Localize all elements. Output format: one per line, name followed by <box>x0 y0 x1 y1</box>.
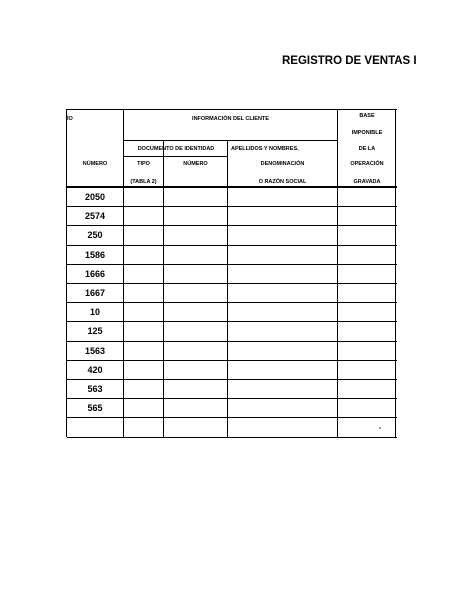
row-number: 1667 <box>84 288 106 298</box>
row-number: 1563 <box>84 345 106 356</box>
header-base-3: DE LA <box>358 146 376 152</box>
header-base-5: GRAVADA <box>353 179 381 185</box>
row-separator <box>67 437 397 438</box>
row-separator <box>67 417 397 418</box>
row-separator <box>67 360 397 361</box>
row-number: 1586 <box>84 249 106 260</box>
header-bottom-border <box>67 186 397 188</box>
total-mark: - <box>379 425 382 432</box>
row-number: 420 <box>87 364 103 375</box>
row-separator <box>67 245 397 246</box>
row-separator <box>67 225 397 226</box>
header-numero: NÚMERO <box>82 161 108 167</box>
row-number: 10 <box>89 307 100 318</box>
header-base-1: BASE <box>359 113 375 119</box>
page-title: REGISTRO DE VENTAS I <box>282 55 417 67</box>
row-number: 125 <box>87 326 103 337</box>
row-number: 563 <box>87 384 103 394</box>
row-separator <box>67 283 397 284</box>
row-separator <box>67 302 397 303</box>
col-divider-2 <box>163 141 164 437</box>
row-separator <box>67 379 397 380</box>
doc-header-divider <box>124 156 228 157</box>
header-base-2: IMPONIBLE <box>351 130 383 136</box>
row-number: 2574 <box>84 211 106 222</box>
row-number: 250 <box>87 230 103 241</box>
header-denominacion: DENOMINACIÓN <box>260 161 305 167</box>
col-divider-1 <box>123 109 124 437</box>
header-col0: ÍO <box>67 116 73 122</box>
row-separator <box>67 206 397 207</box>
header-base-4: OPERACIÓN <box>350 161 384 167</box>
header-numero-doc: NÚMERO <box>183 161 208 167</box>
row-separator <box>67 398 397 399</box>
header-doc-identity: DOCUMENTO DE IDENTIDAD <box>137 146 215 152</box>
row-number: 1666 <box>84 268 106 279</box>
table-top-border <box>67 109 397 110</box>
row-number: 2050 <box>84 192 106 202</box>
col-divider-4 <box>337 109 338 437</box>
row-number: 565 <box>87 403 103 414</box>
row-separator <box>67 321 397 322</box>
header-tabla2: (TABLA 2) <box>130 179 157 185</box>
header-razon-social: O RAZÓN SOCIAL <box>258 179 307 185</box>
header-apellidos: APELLIDOS Y NOMBRES, <box>231 146 299 152</box>
row-separator <box>67 341 397 342</box>
col-divider-3 <box>227 141 228 437</box>
row-separator <box>67 264 397 265</box>
header-client-info: INFORMACIÓN DEL CLIENTE <box>192 116 269 122</box>
sales-register-table <box>66 109 396 437</box>
header-tipo: TIPO <box>137 161 150 167</box>
client-header-divider <box>124 140 337 141</box>
